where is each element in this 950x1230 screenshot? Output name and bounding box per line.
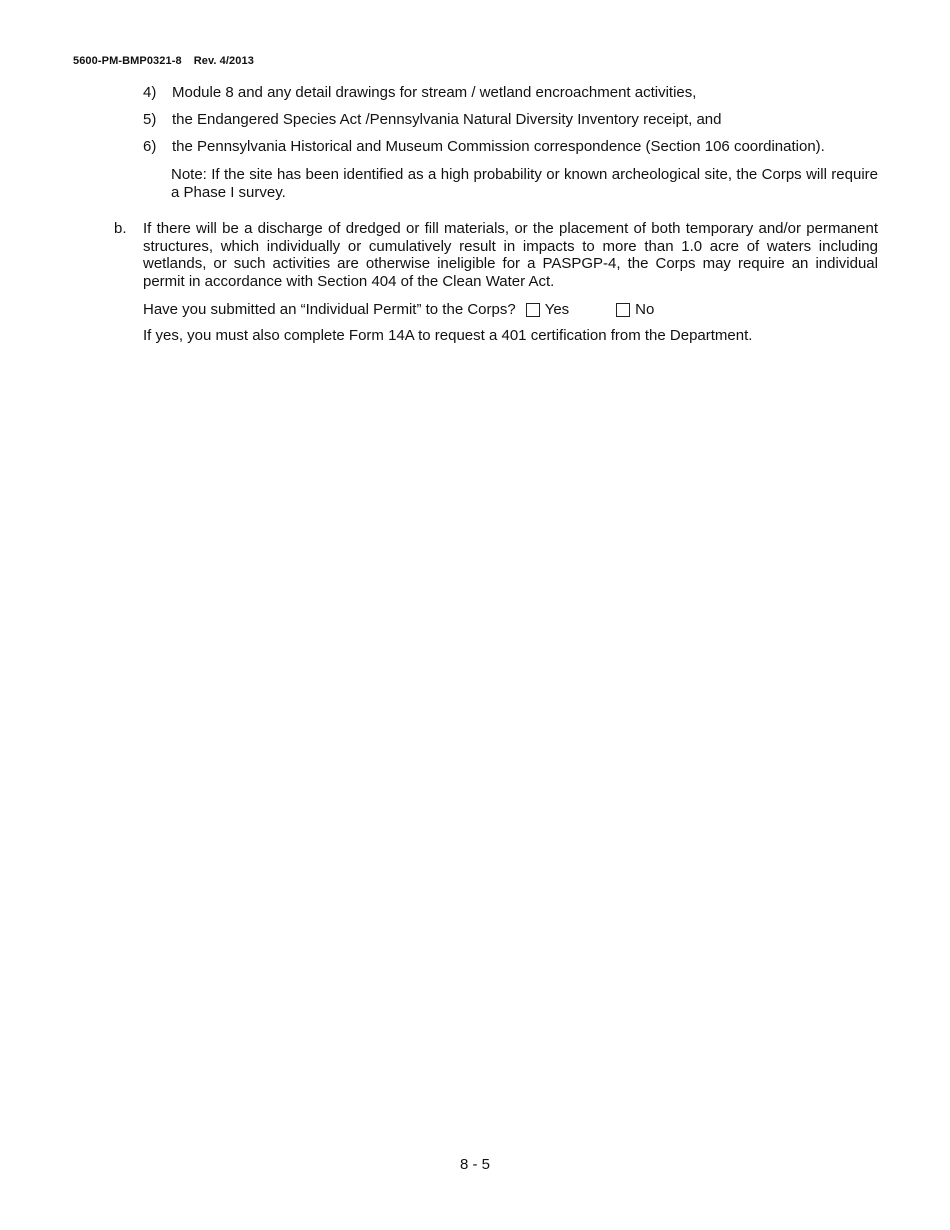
archeological-note: Note: If the site has been identified as a high probability or known archeological site, the Corps will require a Phase I survey. (171, 166, 878, 201)
section-b-letter: b. (114, 220, 127, 237)
form-id: 5600-PM-BMP0321-8 (73, 55, 182, 67)
yes-checkbox[interactable] (526, 303, 540, 317)
list-item (143, 84, 883, 102)
list-item-number: 5) (143, 111, 157, 128)
list-item-text: the Pennsylvania Historical and Museum Commission correspondence (Section 106 coordination). (172, 138, 825, 155)
yes-label: Yes (544, 301, 570, 318)
section-b-text: If there will be a discharge of dredged or fill materials, or the placement of both temporary and/or permanent structures, which individually or cumulatively result in impacts to more than 1.0 acre of waters including wetlands, or such activities are otherwise ineligible for a PASPGP-4, the Corps may require an individual permit in accordance with Section 404 of the Clean Water Act. (143, 220, 878, 290)
list-item-number: 6) (143, 138, 157, 155)
no-checkbox[interactable] (616, 303, 630, 317)
list-item-text: Module 8 and any detail drawings for stream / wetland encroachment activities, (172, 84, 697, 101)
followup-instruction: If yes, you must also complete Form 14A to request a 401 certification from the Department. (143, 327, 753, 344)
list-item (143, 111, 883, 129)
list-item-text: the Endangered Species Act /Pennsylvania Natural Diversity Inventory receipt, and (172, 111, 722, 128)
form-header (73, 55, 254, 67)
page-number: 8 - 5 (459, 1156, 490, 1173)
list-item (143, 138, 883, 156)
list-item-number: 4) (143, 84, 157, 101)
revision-date: Rev. 4/2013 (193, 55, 254, 67)
individual-permit-question (143, 300, 654, 320)
question-text: Have you submitted an “Individual Permit” to the Corps? (143, 301, 516, 318)
no-label: No (635, 301, 655, 318)
